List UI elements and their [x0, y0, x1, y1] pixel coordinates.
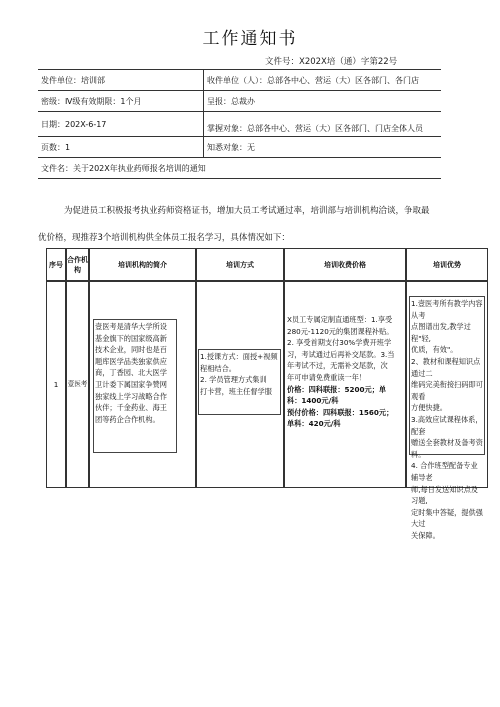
price-text: X员工专属定制直通班型：1.享受 280元-1120元的集团课程补贴。 2. 享受首期支付30%学费开班学 习，考试通过后再补交尾款。3.当 年考试不过，无需补交尾款，次 年可申请免费重读一年！ 价格：四科联报：5200元；单 科：1400元/科 预付价格：四科联报：1560元； 单科：420元/科	[287, 315, 395, 429]
method-text: 1.授课方式：面授+视频 程相结合。 2. 学员管理方式集训 打卡营，班主任督学服	[198, 349, 281, 415]
row-intro-cell	[89, 281, 196, 488]
header-index: 序号	[46, 248, 66, 281]
body-paragraph-1: 为促进员工积极报考执业药师资格证书，增加大员工考试通过率，培训部与培训机构洽谈，争取最	[64, 206, 430, 216]
sender-cell: 发件单位：培训部	[41, 75, 105, 85]
advantage-text: 1.壹医考所有教学内容从考 点图谱出发,教学过程"轻, 优质，有效"。 2、教材和课程知识点通过二 维码完美衔接扫码即可观看 方便快捷。 3.高效应试课程体系，配套 赠送全套教材及备考资料。 4. 合作班型配备专业辅导老 师,每日发送知识点及习题, 定时集中答疑，提供强大过 关保障。	[409, 296, 485, 455]
intro-text: 壹医考是清华大学所设 基金旗下的国家级高新 技术企业，同时也是百 题库医学品类独家供应 商，丁香园、北大医学 卫计委下属国家争赞网 独家线上学习战略合作 伙伴；千金药业、海王 团等药企合作机构。	[93, 319, 177, 453]
row-org: 壹医考	[66, 281, 89, 488]
row-price-cell	[284, 281, 406, 488]
header-intro: 培训机构的简介	[89, 248, 196, 281]
pages-cell: 页数：1	[41, 142, 71, 152]
header-advantage: 培训优势	[406, 248, 488, 281]
master-party-cell: 掌握对象：总部各中心、营运（大）区各部门、门店全体人员	[203, 112, 441, 136]
info-row	[38, 112, 441, 137]
report-cell: 呈报：总裁办	[203, 91, 441, 111]
info-row	[38, 137, 441, 158]
body-paragraph-2: 优价格，现推荐3个培训机构供全体员工报名学习，具体情况如下：	[38, 233, 290, 243]
row-index: 1	[46, 281, 66, 488]
header-info-table	[38, 69, 441, 179]
row-method-cell	[196, 281, 284, 488]
receiver-cell: 收件单位（人）：总部各中心、营运（大）区各部门、各门店	[203, 70, 441, 90]
info-row	[38, 70, 441, 91]
info-row	[38, 91, 441, 112]
header-price: 培训收费价格	[284, 248, 406, 281]
document-number: 文件号：X202X培（通）字第22号	[265, 57, 398, 67]
header-method: 培训方式	[196, 248, 284, 281]
info-row	[38, 158, 441, 179]
header-org: 合作机构	[66, 248, 89, 281]
inform-party-cell: 知悉对象：无	[203, 137, 441, 157]
date-cell: 日期：202X-6-17	[41, 119, 107, 129]
page-title: 工作通知书	[202, 29, 298, 49]
file-name-cell: 文件名：关于202X年执业药师报名培训的通知	[41, 163, 206, 173]
row-advantage-cell	[406, 281, 488, 540]
secrecy-cell: 密级：Ⅳ级有效期限：1个月	[41, 96, 142, 106]
